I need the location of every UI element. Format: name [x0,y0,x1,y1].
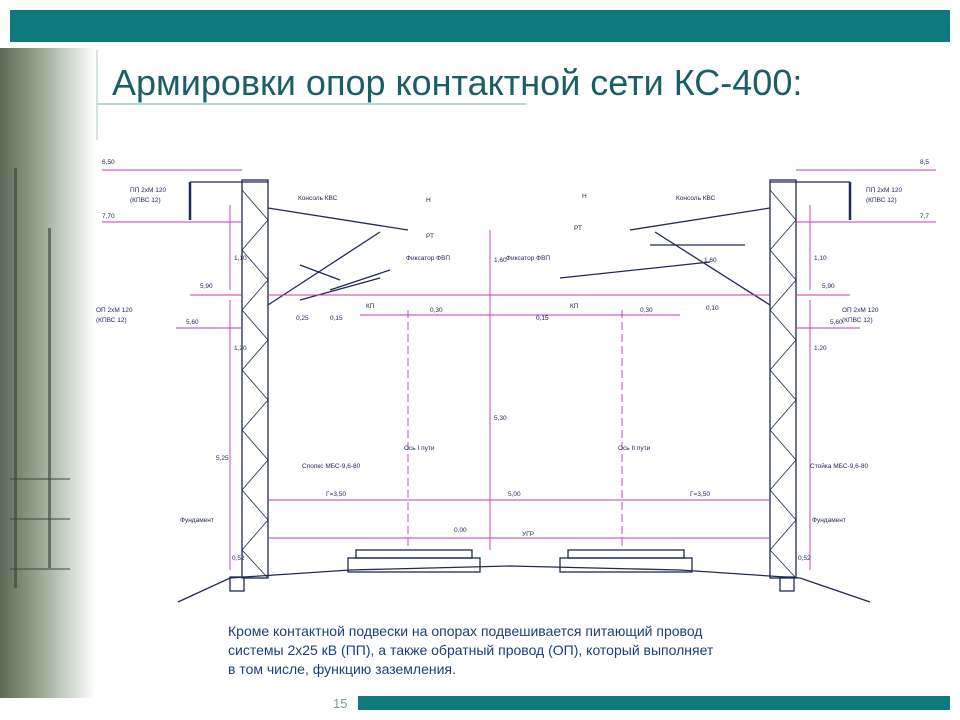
right-fixator-label: Фиксатор ФВП [506,255,551,262]
dim-ap-right-2: 0,10 [706,305,719,312]
track-1-sleeper [356,550,472,558]
dim-h-right: 1,10 [814,255,827,262]
right-kp-label: КП [570,303,579,310]
slide-caption [228,622,828,679]
right-height-feeder: 7,7 [920,213,930,220]
photo-rail [10,478,70,480]
dim-gauge-left: Г=3,50 [326,491,346,498]
title-underline [98,103,526,105]
dim-gauge-right: Г=3,50 [690,491,710,498]
left-console-upper [268,208,408,230]
bottom-accent-bar [358,696,950,710]
left-console-label: Консоль КВС [298,195,338,202]
right-pp-insulator-label: (КПВС 12) [866,197,897,204]
dim-h-left: 1,10 [234,255,247,262]
dim-h-left-2: 1,20 [234,345,247,352]
left-height-low: 5,60 [186,319,199,326]
left-n-label: Н [426,197,431,204]
dim-h-right-found: 0,52 [798,555,811,562]
right-n-label: Н [582,193,587,200]
right-op-label: ОП 2хМ 120 [842,307,879,314]
dim-track-spacing: 5,00 [508,491,521,498]
right-console-upper [630,208,770,230]
dim-stagger-left: 0,30 [430,307,443,314]
page-number: 15 [333,696,348,711]
foundation-right [780,577,794,591]
right-mast [770,180,796,578]
right-height-low: 5,60 [830,319,843,326]
dim-rail-level: 0,00 [454,527,467,534]
left-height-top: 6,50 [102,159,115,166]
dim-stagger-right: 0,30 [640,307,653,314]
right-pp-label: ПП 2хМ 120 [866,187,903,194]
dim-h-right-2: 1,20 [814,345,827,352]
left-op-label: ОП 2хМ 120 [96,307,133,314]
dim-contact-wire-height: 5,30 [494,415,507,422]
track-2-sleeper [568,550,684,558]
right-rt-label: РТ [574,225,583,232]
title-divider-vertical [96,50,98,140]
left-fixator-label: Фиксатор ФВП [406,255,451,262]
left-height-feeder: 7,70 [102,213,115,220]
right-op-insulator-label: (КПВС 12) [842,317,873,324]
dim-system-height-right: 1,60 [704,257,717,264]
right-mast-label: Стойка МБС-9,6-80 [810,463,869,470]
side-railway-photo [0,48,95,698]
foundation-left [230,577,244,591]
caption-line: в том числе, функцию заземления. [228,661,456,677]
axis-track-2-label: Ось II пути [618,445,651,452]
left-mast-lattice [242,190,268,578]
dim-ap-left: 0,25 [296,315,309,322]
catenary-support-diagram [90,150,940,610]
embankment-outline [178,566,870,602]
left-mast-label: Спопкс МБС-9,6-80 [302,463,361,470]
page-title: Армировки опор контактной сети КС-400: [112,62,803,103]
dim-ap-left-2: 0,15 [330,315,343,322]
right-height-top: 8,5 [920,159,930,166]
dim-ugr: УГР [522,531,534,538]
left-pp-insulator-label: (КПВС 12) [130,197,161,204]
left-foundation-label: Фундамент [180,517,214,524]
dim-h-left-low: 5,25 [216,455,229,462]
right-fixator [560,262,710,278]
left-kp-label: КП [366,303,375,310]
photo-pole [48,228,51,568]
right-foundation-label: Фундамент [812,517,846,524]
photo-rail [10,568,70,570]
right-console-label: Консоль КВС [676,195,716,202]
left-fixator [300,278,380,300]
dim-h-left-found: 0,52 [232,555,245,562]
caption-line: Кроме контактной подвески на опорах подвешивается питающий провод [228,623,703,639]
top-accent-bar [10,10,950,42]
left-height-op: 5,90 [200,283,213,290]
left-rt-label: РТ [426,233,435,240]
axis-track-1-label: Ось I пути [404,445,435,452]
right-mast-lattice [770,190,796,578]
dim-system-height: 1,60 [494,257,507,264]
left-pp-label: ПП 2хМ 120 [130,187,167,194]
photo-rail [10,518,70,520]
right-console-strut [655,232,770,305]
right-height-op: 5,90 [822,283,835,290]
left-mast [242,180,268,578]
caption-line: системы 2х25 кВ (ПП), а также обратный провод (ОП), который выполняет [228,642,714,658]
photo-pole [14,168,17,588]
dim-ap-right: 0,15 [536,315,549,322]
left-brace [300,265,340,280]
left-op-insulator-label: (КПВС 12) [96,317,127,324]
